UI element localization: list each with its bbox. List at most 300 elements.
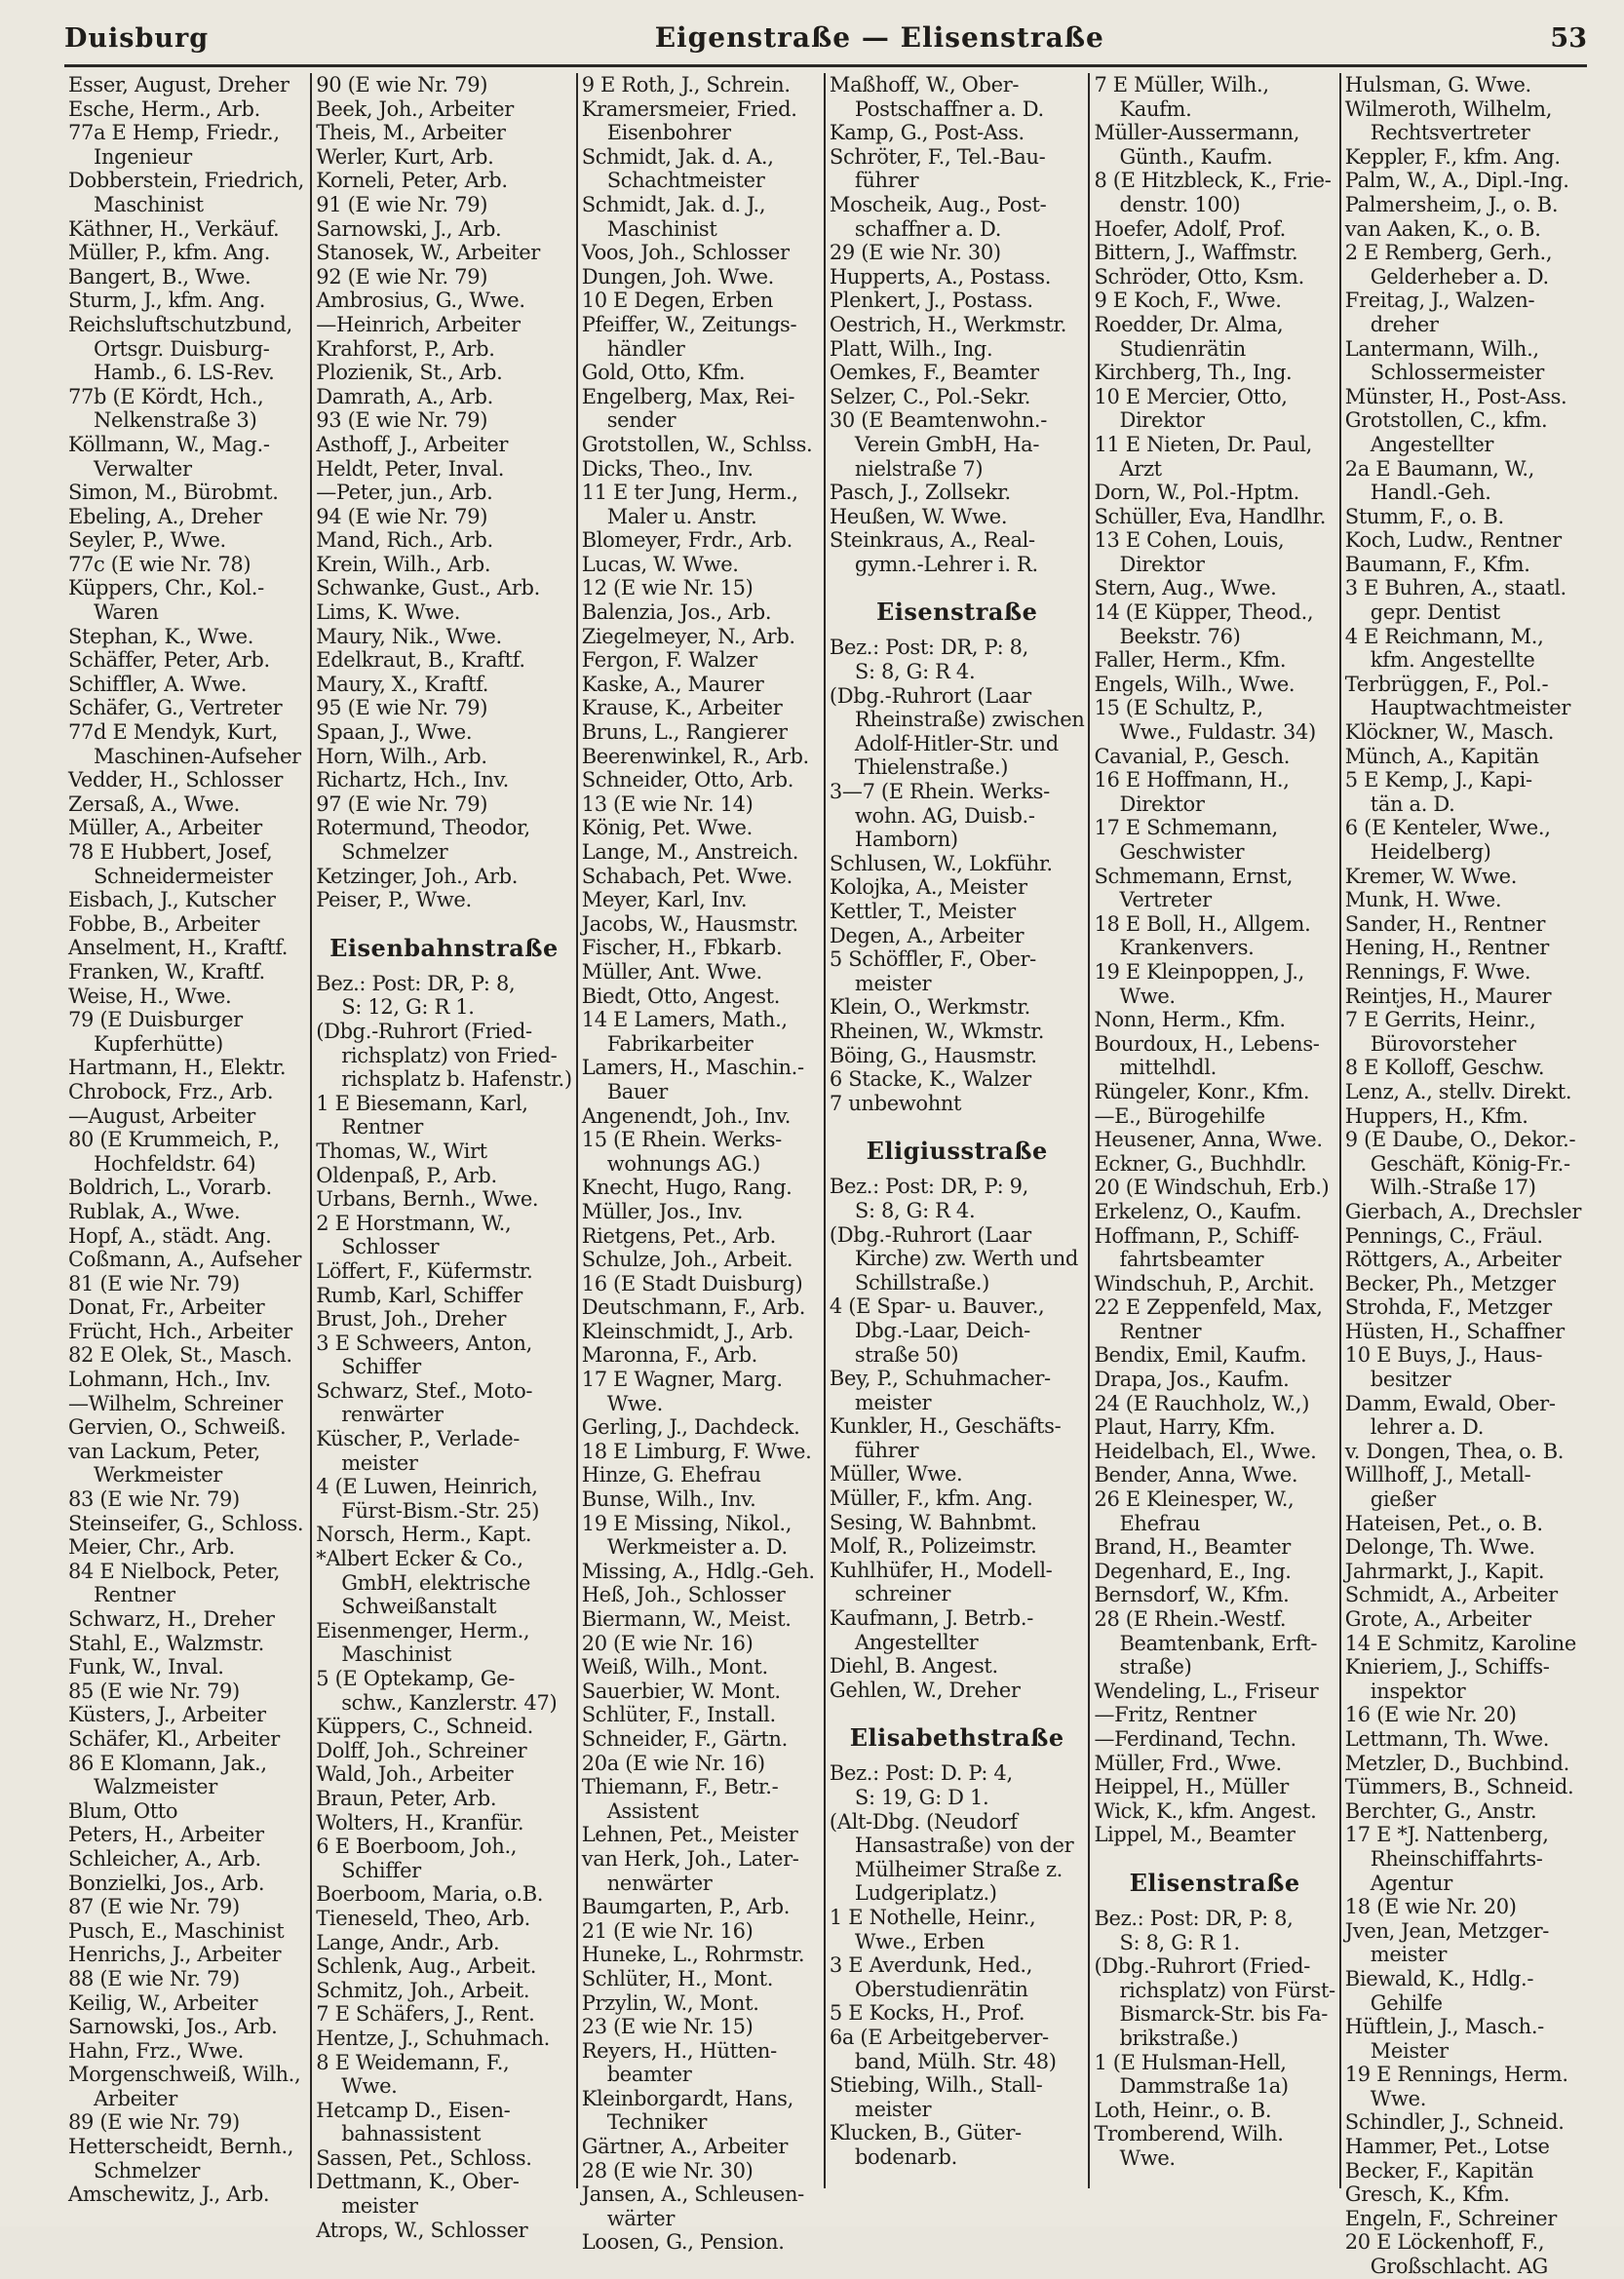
directory-entry: Schneider, Otto, Arb. bbox=[581, 768, 794, 792]
directory-entry: Hentze, J., Schuhmach. bbox=[316, 2026, 551, 2050]
entry-continuation: Geschäft, König-Fr.- bbox=[1370, 1151, 1570, 1176]
entry-continuation: wärter bbox=[606, 2206, 676, 2230]
entry-continuation: Meister bbox=[1370, 2038, 1449, 2063]
directory-entry: Tromberend, Wilh. bbox=[1094, 2122, 1284, 2146]
directory-entry: Asthoff, J., Arbeiter bbox=[316, 432, 509, 456]
directory-entry: Hulsman, G. Wwe. bbox=[1344, 73, 1531, 97]
entry-continuation: Hansastraße) von der bbox=[854, 1834, 1074, 1858]
directory-entry: Schröder, Otto, Ksm. bbox=[1094, 264, 1304, 289]
entry-continuation: fahrtsbeamter bbox=[1119, 1248, 1264, 1272]
directory-entry: Baumgarten, P., Arb. bbox=[581, 1895, 791, 1919]
directory-entry: Sauerbier, W. Mont. bbox=[581, 1679, 781, 1703]
directory-entry: Becker, Ph., Metzger bbox=[1344, 1271, 1556, 1295]
directory-entry: Hupperts, A., Postass. bbox=[829, 264, 1052, 289]
entry-continuation: Schillstraße.) bbox=[854, 1270, 989, 1294]
directory-entry: Weiß, Wilh., Mont. bbox=[581, 1655, 768, 1680]
directory-entry: Gervien, O., Schweiß. bbox=[68, 1415, 287, 1440]
directory-entry: Plaut, Harry, Kfm. bbox=[1094, 1415, 1276, 1440]
entry-continuation: beamter bbox=[606, 2063, 692, 2087]
directory-entry: Gerling, J., Dachdeck. bbox=[581, 1415, 800, 1440]
entry-continuation: Kaufm. bbox=[1119, 97, 1192, 121]
directory-entry: Fischer, H., Fbkarb. bbox=[581, 936, 783, 960]
directory-entry: Lippel, M., Beamter bbox=[1094, 1823, 1295, 1847]
directory-entry: 7 unbewohnt bbox=[829, 1091, 962, 1115]
directory-entry: —Fritz, Rentner bbox=[1094, 1703, 1257, 1727]
directory-entry: Hüftlein, J., Masch.- bbox=[1344, 2015, 1544, 2039]
entry-continuation: S: 12, G: R 1. bbox=[341, 995, 475, 1020]
directory-entry: Freitag, J., Walzen- bbox=[1344, 289, 1535, 313]
directory-entry: Stern, Aug., Wwe. bbox=[1094, 576, 1277, 600]
directory-entry: 84 E Nielbock, Peter, bbox=[68, 1559, 281, 1583]
directory-entry: Huppers, H., Kfm. bbox=[1344, 1103, 1528, 1128]
entry-continuation: lehrer a. D. bbox=[1370, 1415, 1485, 1440]
directory-entry: 83 (E wie Nr. 79) bbox=[68, 1487, 240, 1512]
directory-entry: Lange, M., Anstreich. bbox=[581, 840, 799, 864]
directory-entry: Krause, K., Arbeiter bbox=[581, 696, 783, 720]
entry-continuation: Techniker bbox=[606, 2110, 708, 2135]
entry-continuation: richsplatz) von Fürst- bbox=[1119, 1978, 1335, 2002]
directory-entry: 86 E Klomann, Jak., bbox=[68, 1751, 267, 1775]
directory-entry: Schäffer, Peter, Arb. bbox=[68, 648, 270, 673]
directory-entry: Hoffmann, P., Schiff- bbox=[1094, 1223, 1299, 1248]
directory-entry: Kolojka, A., Meister bbox=[829, 875, 1027, 900]
directory-entry: Edelkraut, B., Kraftf. bbox=[316, 648, 525, 673]
directory-entry: Hammer, Pet., Lotse bbox=[1344, 2135, 1550, 2159]
directory-entry: Jansen, A., Schleusen- bbox=[581, 2182, 804, 2207]
directory-entry: Lantermann, Wilh., bbox=[1344, 336, 1539, 361]
directory-entry: Lims, K. Wwe. bbox=[316, 600, 461, 625]
directory-entry: 11 E Nieten, Dr. Paul, bbox=[1094, 432, 1312, 456]
directory-entry: 80 (E Krummeich, P., bbox=[68, 1128, 280, 1152]
directory-columns bbox=[64, 73, 1587, 2279]
directory-entry: Klöckner, W., Masch. bbox=[1344, 720, 1555, 745]
entry-continuation: Gelderheber a. D. bbox=[1370, 264, 1549, 289]
directory-entry: Ketzinger, Joh., Arb. bbox=[316, 864, 519, 888]
directory-entry: Müller, A., Arbeiter bbox=[68, 816, 262, 840]
directory-entry: Lucas, W. Wwe. bbox=[581, 552, 739, 576]
directory-entry: Willhoff, J., Metall- bbox=[1344, 1463, 1531, 1487]
directory-entry: Hahn, Frz., Wwe. bbox=[68, 2038, 244, 2063]
directory-entry: Bender, Anna, Wwe. bbox=[1094, 1463, 1298, 1487]
entry-continuation: meister bbox=[854, 2097, 932, 2121]
directory-entry: 5 (E Optekamp, Ge- bbox=[316, 1667, 515, 1690]
directory-entry: 16 (E wie Nr. 20) bbox=[1344, 1703, 1517, 1727]
directory-entry: Kleinborgardt, Hans, bbox=[581, 2086, 793, 2110]
directory-entry: Metzler, D., Buchbind. bbox=[1344, 1751, 1569, 1775]
entry-continuation: denstr. 100) bbox=[1119, 192, 1241, 216]
directory-entry: Gresch, K., Kfm. bbox=[1344, 2182, 1510, 2207]
entry-continuation: Schneidermeister bbox=[94, 864, 273, 888]
directory-entry: Sturm, J., kfm. Ang. bbox=[68, 289, 266, 313]
directory-entry: Stephan, K., Wwe. bbox=[68, 624, 254, 648]
directory-column-1 bbox=[64, 73, 312, 2207]
directory-entry: Rublak, A., Wwe. bbox=[68, 1199, 241, 1223]
directory-entry: Baumann, F., Kfm. bbox=[1344, 552, 1530, 576]
street-heading: Elisenstraße bbox=[1129, 1868, 1300, 1897]
directory-entry: Eckner, G., Buchhdlr. bbox=[1094, 1151, 1307, 1176]
directory-entry: 13 (E wie Nr. 14) bbox=[581, 792, 754, 816]
directory-entry: Gold, Otto, Kfm. bbox=[581, 361, 746, 385]
directory-entry: Bez.: Post: DR, P: 8, bbox=[316, 971, 516, 995]
directory-entry: Hopf, A., städt. Ang. bbox=[68, 1223, 272, 1248]
entry-continuation: Arbeiter bbox=[94, 2086, 177, 2110]
directory-entry: Pfeiffer, W., Zeitungs- bbox=[581, 312, 797, 336]
directory-entry: Windschuh, P., Archit. bbox=[1094, 1271, 1315, 1295]
directory-entry: Plozienik, St., Arb. bbox=[316, 361, 503, 385]
directory-entry: Urbans, Bernh., Wwe. bbox=[316, 1187, 539, 1212]
directory-entry: Berchter, G., Anstr. bbox=[1344, 1798, 1537, 1823]
entry-continuation: bahnassistent bbox=[341, 2122, 482, 2146]
directory-entry: Munk, H. Wwe. bbox=[1344, 888, 1502, 912]
directory-entry: Esche, Herm., Arb. bbox=[68, 97, 260, 121]
directory-entry: Stanosek, W., Arbeiter bbox=[316, 241, 540, 265]
directory-column-4 bbox=[826, 73, 1091, 2188]
directory-entry: Bez.: Post: DR, P: 8, bbox=[829, 636, 1028, 660]
directory-entry: Chrobock, Frz., Arb. bbox=[68, 1079, 274, 1103]
directory-entry: (Dbg.-Ruhrort (Fried- bbox=[316, 1019, 532, 1043]
entry-continuation: S: 8, G: R 4. bbox=[854, 660, 976, 684]
directory-entry: 7 E Schäfers, J., Rent. bbox=[316, 2002, 535, 2027]
directory-entry: Biewald, K., Hdlg.- bbox=[1344, 1966, 1534, 1990]
entry-continuation: Werkmeister bbox=[94, 1463, 222, 1487]
entry-continuation: Oberstudienrätin bbox=[854, 1977, 1028, 2001]
directory-entry: 1 E Biesemann, Karl, bbox=[316, 1091, 528, 1115]
directory-entry: Schwarz, H., Dreher bbox=[68, 1607, 275, 1631]
directory-entry: 93 (E wie Nr. 79) bbox=[316, 408, 488, 433]
directory-entry: Münch, A., Kapitän bbox=[1344, 744, 1539, 768]
entry-continuation: GmbH, elektrische bbox=[341, 1570, 531, 1595]
entry-continuation: Beekstr. 76) bbox=[1119, 624, 1241, 648]
entry-continuation: Schlossermeister bbox=[1370, 361, 1544, 385]
directory-entry: Keilig, W., Arbeiter bbox=[68, 1990, 258, 2015]
directory-entry: Funk, W., Inval. bbox=[68, 1655, 224, 1680]
entry-continuation: Kirche) zw. Werth und bbox=[854, 1247, 1078, 1271]
directory-entry: Pusch, E., Maschinist bbox=[68, 1918, 285, 1943]
directory-entry: Küppers, Chr., Kol.- bbox=[68, 576, 264, 600]
directory-entry: Diehl, B. Angest. bbox=[829, 1654, 998, 1679]
directory-entry: 8 E Kolloff, Geschw. bbox=[1344, 1056, 1545, 1080]
directory-entry: Zersaß, A., Wwe. bbox=[68, 792, 240, 816]
directory-entry: Reintjes, H., Maurer bbox=[1344, 984, 1552, 1008]
directory-entry: 85 (E wie Nr. 79) bbox=[68, 1679, 240, 1703]
directory-entry: Schabach, Pet. Wwe. bbox=[581, 864, 793, 888]
entry-continuation: Maschinist bbox=[94, 192, 204, 216]
entry-continuation: schreiner bbox=[854, 1582, 951, 1606]
directory-entry: 81 (E wie Nr. 79) bbox=[68, 1271, 240, 1295]
directory-entry: Schindler, J., Schneid. bbox=[1344, 2110, 1565, 2135]
directory-entry: 16 E Hoffmann, H., bbox=[1094, 768, 1290, 792]
directory-entry: 77a E Hemp, Friedr., bbox=[68, 121, 280, 145]
directory-entry: Lohmann, Hch., Inv. bbox=[68, 1368, 271, 1392]
directory-entry: 14 (E Küpper, Theod., bbox=[1094, 600, 1314, 625]
entry-continuation: bodenarb. bbox=[854, 2144, 957, 2169]
directory-entry: Bernsdorf, W., Kfm. bbox=[1094, 1583, 1290, 1607]
directory-entry: Schmemann, Ernst, bbox=[1094, 864, 1294, 888]
directory-entry: Rotermund, Theodor, bbox=[316, 816, 530, 840]
directory-entry: Rheinen, W., Wkmstr. bbox=[829, 1019, 1045, 1043]
directory-entry: Schlenk, Aug., Arbeit. bbox=[316, 1954, 537, 1979]
entry-continuation: Arzt bbox=[1119, 456, 1162, 481]
directory-entry: Wick, K., kfm. Angest. bbox=[1094, 1798, 1317, 1823]
directory-entry: Heldt, Peter, Inval. bbox=[316, 456, 505, 481]
directory-entry: Engels, Wilh., Wwe. bbox=[1094, 672, 1295, 696]
entry-continuation: Rheinschiffahrts- bbox=[1370, 1846, 1543, 1871]
entry-continuation: Verwalter bbox=[94, 456, 192, 481]
entry-continuation: Maler u. Anstr. bbox=[606, 504, 757, 528]
directory-entry: 14 E Lamers, Math., bbox=[581, 1008, 788, 1032]
entry-continuation: Hochfeldstr. 64) bbox=[94, 1151, 256, 1176]
directory-entry: Sarnowski, Jos., Arb. bbox=[68, 2015, 278, 2039]
directory-entry: Lamers, H., Maschin.- bbox=[581, 1056, 804, 1080]
entry-continuation: brikstraße.) bbox=[1119, 2026, 1239, 2050]
directory-entry: Reyers, H., Hütten- bbox=[581, 2038, 777, 2063]
directory-entry: Maronna, F., Arb. bbox=[581, 1343, 758, 1368]
entry-continuation: schaffner a. D. bbox=[854, 216, 1002, 241]
directory-entry: Brand, H., Beamter bbox=[1094, 1535, 1291, 1560]
directory-entry: Kunkler, H., Geschäfts- bbox=[829, 1414, 1062, 1439]
entry-continuation: Schachtmeister bbox=[606, 169, 765, 193]
directory-entry: Hateisen, Pet., o. B. bbox=[1344, 1511, 1543, 1535]
directory-entry: 92 (E wie Nr. 79) bbox=[316, 264, 488, 289]
entry-continuation: Fürst-Bism.-Str. 25) bbox=[341, 1498, 540, 1523]
entry-continuation: führer bbox=[854, 169, 919, 193]
directory-column-5 bbox=[1090, 73, 1340, 2188]
directory-entry: Schmidt, Jak. d. J., bbox=[581, 192, 766, 216]
entry-continuation: Thielenstraße.) bbox=[854, 755, 1009, 780]
entry-continuation: Schmelzer bbox=[94, 2158, 201, 2182]
directory-entry: Köllmann, W., Mag.- bbox=[68, 432, 270, 456]
directory-entry: Peiser, P., Wwe. bbox=[316, 888, 472, 912]
directory-entry: Thiemann, F., Betr.- bbox=[581, 1775, 779, 1799]
directory-entry: 7 E Müller, Wilh., bbox=[1094, 73, 1269, 97]
directory-entry: 5 Schöffler, F., Ober- bbox=[829, 947, 1036, 972]
directory-entry: Loosen, G., Pension. bbox=[581, 2230, 785, 2255]
directory-entry: Kamp, G., Post-Ass. bbox=[829, 121, 1025, 145]
directory-entry: Ebeling, A., Dreher bbox=[68, 504, 262, 528]
street-heading: Eisenbahnstraße bbox=[329, 933, 559, 962]
street-heading: Elisabethstraße bbox=[849, 1723, 1064, 1753]
directory-entry: 87 (E wie Nr. 79) bbox=[68, 1895, 240, 1919]
directory-entry: Schüller, Eva, Handlhr. bbox=[1094, 504, 1327, 528]
entry-continuation: sender bbox=[606, 408, 677, 433]
directory-entry: Schulze, Joh., Arbeit. bbox=[581, 1248, 793, 1272]
directory-entry: —Peter, jun., Arb. bbox=[316, 481, 493, 505]
entry-continuation: renwärter bbox=[341, 1403, 444, 1427]
directory-entry: (Dbg.-Ruhrort (Fried- bbox=[1094, 1954, 1310, 1979]
directory-entry: Henrichs, J., Arbeiter bbox=[68, 1943, 282, 1967]
entry-continuation: Günth., Kaufm. bbox=[1119, 144, 1273, 169]
directory-entry: 29 (E wie Nr. 30) bbox=[829, 241, 1001, 265]
entry-continuation: Rentner bbox=[94, 1583, 175, 1607]
directory-entry: 78 E Hubbert, Josef, bbox=[68, 840, 273, 864]
entry-continuation: Gehilfe bbox=[1370, 1990, 1443, 2015]
directory-entry: Lettmann, Th. Wwe. bbox=[1344, 1726, 1550, 1751]
entry-continuation: Angestellter bbox=[1370, 432, 1494, 456]
directory-entry: Oldenpaß, P., Arb. bbox=[316, 1163, 497, 1187]
directory-entry: Müller, Wwe. bbox=[829, 1462, 963, 1487]
directory-entry: Schäfer, G., Vertreter bbox=[68, 696, 283, 720]
directory-entry: Müller, F., kfm. Ang. bbox=[829, 1487, 1033, 1511]
entry-continuation: Direktor bbox=[1119, 408, 1205, 433]
directory-entry: 15 (E Schultz, P., bbox=[1094, 696, 1263, 720]
entry-continuation: Dammstraße 1a) bbox=[1119, 2074, 1289, 2099]
directory-entry: 94 (E wie Nr. 79) bbox=[316, 504, 488, 528]
directory-entry: Wald, Joh., Arbeiter bbox=[316, 1762, 514, 1787]
directory-entry: Beerenwinkel, R., Arb. bbox=[581, 744, 809, 768]
entry-continuation: mittelhdl. bbox=[1119, 1056, 1217, 1080]
directory-entry: Engeln, F., Schreiner bbox=[1344, 2206, 1557, 2230]
directory-entry: Sander, H., Rentner bbox=[1344, 911, 1546, 936]
directory-entry: Kirchberg, Th., Ing. bbox=[1094, 361, 1293, 385]
directory-entry: Oemkes, F., Beamter bbox=[829, 361, 1039, 385]
directory-entry: 16 (E Stadt Duisburg) bbox=[581, 1271, 803, 1295]
directory-entry: Norsch, Herm., Kapt. bbox=[316, 1523, 532, 1547]
entry-continuation: Kupferhütte) bbox=[94, 1031, 223, 1056]
entry-continuation: Geschwister bbox=[1119, 840, 1245, 864]
directory-entry: Schleicher, A., Arb. bbox=[68, 1846, 261, 1871]
directory-entry: 17 E Wagner, Marg. bbox=[581, 1368, 783, 1392]
directory-entry: Krahforst, P., Arb. bbox=[316, 336, 495, 361]
directory-entry: Ambrosius, G., Wwe. bbox=[316, 289, 525, 313]
directory-entry: Eisenmenger, Herm., bbox=[316, 1618, 530, 1642]
entry-continuation: Ingenieur bbox=[94, 144, 192, 169]
entry-continuation: Wwe. bbox=[1119, 984, 1176, 1008]
directory-entry: 3—7 (E Rhein. Werks- bbox=[829, 780, 1050, 804]
directory-entry: Reichsluftschutzbund, bbox=[68, 312, 292, 336]
entry-continuation: wohn. AG, Duisb.- bbox=[854, 803, 1035, 828]
directory-entry: 19 E Missing, Nikol., bbox=[581, 1511, 793, 1535]
directory-entry: Bey, P., Schuhmacher- bbox=[829, 1367, 1051, 1391]
entry-continuation: nielstraße 7) bbox=[854, 456, 984, 481]
directory-entry: Jahrmarkt, J., Kapit. bbox=[1344, 1559, 1545, 1583]
directory-entry: Selzer, C., Pol.-Sekr. bbox=[829, 384, 1031, 408]
directory-entry: Grotstollen, W., Schlss. bbox=[581, 432, 813, 456]
directory-entry: Gehlen, W., Dreher bbox=[829, 1678, 1021, 1702]
entry-continuation: Handl.-Geh. bbox=[1370, 481, 1491, 505]
directory-entry: Hoefer, Adolf, Prof. bbox=[1094, 216, 1286, 241]
entry-continuation: führer bbox=[854, 1438, 919, 1462]
entry-continuation: Schweißanstalt bbox=[341, 1595, 497, 1619]
entry-continuation: Hamb., 6. LS-Rev. bbox=[94, 361, 275, 385]
directory-entry: Stiebing, Wilh., Stall- bbox=[829, 2073, 1043, 2098]
entry-continuation: kfm. Angestellte bbox=[1370, 648, 1535, 673]
directory-entry: 4 E Reichmann, M., bbox=[1344, 624, 1544, 648]
directory-entry: Heusener, Anna, Wwe. bbox=[1094, 1128, 1323, 1152]
directory-entry: Missing, A., Hdlg.-Geh. bbox=[581, 1559, 815, 1583]
entry-continuation: besitzer bbox=[1370, 1368, 1451, 1392]
entry-continuation: S: 8, G: R 1. bbox=[1119, 1930, 1240, 1954]
directory-entry: 13 E Cohen, Louis, bbox=[1094, 528, 1285, 553]
directory-entry: Grote, A., Arbeiter bbox=[1344, 1607, 1531, 1631]
entry-continuation: meister bbox=[854, 971, 932, 995]
entry-continuation: Mülheimer Straße z. bbox=[854, 1857, 1063, 1881]
directory-entry: Küsters, J., Arbeiter bbox=[68, 1703, 266, 1727]
directory-entry: Theis, M., Arbeiter bbox=[316, 121, 506, 145]
directory-entry: Rennings, F. Wwe. bbox=[1344, 959, 1531, 984]
directory-entry: Becker, F., Kapitän bbox=[1344, 2158, 1534, 2182]
directory-entry: 9 E Roth, J., Schrein. bbox=[581, 73, 791, 97]
directory-entry: Terbrüggen, F., Pol.- bbox=[1344, 672, 1549, 696]
directory-entry: 77d E Mendyk, Kurt, bbox=[68, 720, 278, 745]
directory-entry: Kremer, W. Wwe. bbox=[1344, 864, 1518, 888]
entry-continuation: Angestellter bbox=[854, 1630, 979, 1654]
directory-entry: Esser, August, Dreher bbox=[68, 73, 290, 97]
directory-entry: (Alt-Dbg. (Neudorf bbox=[829, 1809, 1018, 1834]
directory-entry: Bangert, B., Wwe. bbox=[68, 264, 251, 289]
directory-entry: Engelberg, Max, Rei- bbox=[581, 384, 795, 408]
directory-entry: 19 E Rennings, Herm. bbox=[1344, 2063, 1568, 2087]
directory-entry: Dobberstein, Friedrich, bbox=[68, 169, 304, 193]
directory-entry: van Lackum, Peter, bbox=[68, 1439, 260, 1463]
page-header bbox=[64, 21, 1587, 67]
directory-entry: 89 (E wie Nr. 79) bbox=[68, 2110, 240, 2135]
directory-entry: Klucken, B., Güter- bbox=[829, 2121, 1022, 2145]
entry-continuation: Schmelzer bbox=[341, 840, 448, 864]
directory-entry: 3 E Schweers, Anton, bbox=[316, 1331, 532, 1355]
directory-entry: Müller, P., kfm. Ang. bbox=[68, 241, 271, 265]
directory-entry: Stumm, F., o. B. bbox=[1344, 504, 1504, 528]
entry-continuation: Direktor bbox=[1119, 552, 1205, 576]
directory-entry: 14 E Schmitz, Karoline bbox=[1344, 1631, 1576, 1655]
directory-entry: Morgenschweiß, Wilh., bbox=[68, 2063, 301, 2087]
directory-entry: Eisbach, J., Kutscher bbox=[68, 888, 276, 912]
entry-continuation: meister bbox=[1370, 1943, 1448, 1967]
directory-entry: Gärtner, A., Arbeiter bbox=[581, 2135, 789, 2159]
directory-entry: Röttgers, A., Arbeiter bbox=[1344, 1248, 1562, 1272]
directory-entry: Loth, Heinr., o. B. bbox=[1094, 2098, 1272, 2122]
entry-continuation: Wwe., Erben bbox=[854, 1929, 985, 1953]
directory-entry: Käthner, H., Verkäuf. bbox=[68, 216, 280, 241]
directory-entry: 8 E Weidemann, F., bbox=[316, 2050, 510, 2074]
directory-entry: Kleinschmidt, J., Arb. bbox=[581, 1319, 794, 1343]
entry-continuation: S: 19, G: D 1. bbox=[854, 1786, 989, 1809]
entry-continuation: Agentur bbox=[1370, 1871, 1452, 1895]
directory-entry: 77c (E wie Nr. 78) bbox=[68, 552, 251, 576]
directory-entry: Küppers, C., Schneid. bbox=[316, 1715, 533, 1739]
entry-continuation: Hauptwachtmeister bbox=[1370, 696, 1571, 720]
entry-continuation: band, Mülh. Str. 48) bbox=[854, 2049, 1057, 2073]
entry-continuation: Wwe., Fuldastr. 34) bbox=[1119, 720, 1316, 745]
directory-entry: Schlüter, H., Mont. bbox=[581, 1966, 774, 1990]
entry-continuation: Walzmeister bbox=[94, 1775, 217, 1799]
directory-entry: Kettler, T., Meister bbox=[829, 900, 1016, 923]
directory-entry: Bruns, L., Rangierer bbox=[581, 720, 788, 745]
directory-entry: Bez.: Post: DR, P: 9, bbox=[829, 1175, 1028, 1199]
directory-entry: Maury, Nik., Wwe. bbox=[316, 624, 502, 648]
entry-continuation: Bismarck-Str. bis Fa- bbox=[1119, 2002, 1328, 2027]
directory-entry: Steinseifer, G., Schloss. bbox=[68, 1511, 304, 1535]
directory-entry: Rumb, Karl, Schiffer bbox=[316, 1283, 522, 1307]
directory-entry: Hening, H., Rentner bbox=[1344, 936, 1549, 960]
directory-entry: Ziegelmeyer, N., Arb. bbox=[581, 624, 795, 648]
directory-column-2 bbox=[312, 73, 577, 2242]
directory-entry: 17 E Schmemann, bbox=[1094, 816, 1278, 840]
directory-entry: 9 E Koch, F., Wwe. bbox=[1094, 289, 1282, 313]
entry-continuation: S: 8, G: R 4. bbox=[854, 1198, 976, 1222]
entry-continuation: Heidelberg) bbox=[1370, 840, 1491, 864]
entry-continuation: Adolf-Hitler-Str. und bbox=[854, 731, 1059, 755]
directory-entry: Plenkert, J., Postass. bbox=[829, 289, 1033, 313]
entry-continuation: Rechtsvertreter bbox=[1370, 121, 1530, 145]
directory-entry: Knecht, Hugo, Rang. bbox=[581, 1176, 793, 1200]
directory-entry: Drapa, Jos., Kaufm. bbox=[1094, 1368, 1290, 1392]
directory-entry: 24 (E Rauchholz, W.,) bbox=[1094, 1391, 1310, 1415]
directory-entry: Moscheik, Aug., Post- bbox=[829, 192, 1047, 216]
directory-entry: 15 (E Rhein. Werks- bbox=[581, 1128, 782, 1152]
page-number: 53 bbox=[1550, 23, 1587, 54]
directory-entry: Molf, R., Polizeimstr. bbox=[829, 1534, 1037, 1559]
directory-entry: Sesing, W. Bahnbmt. bbox=[829, 1510, 1037, 1534]
